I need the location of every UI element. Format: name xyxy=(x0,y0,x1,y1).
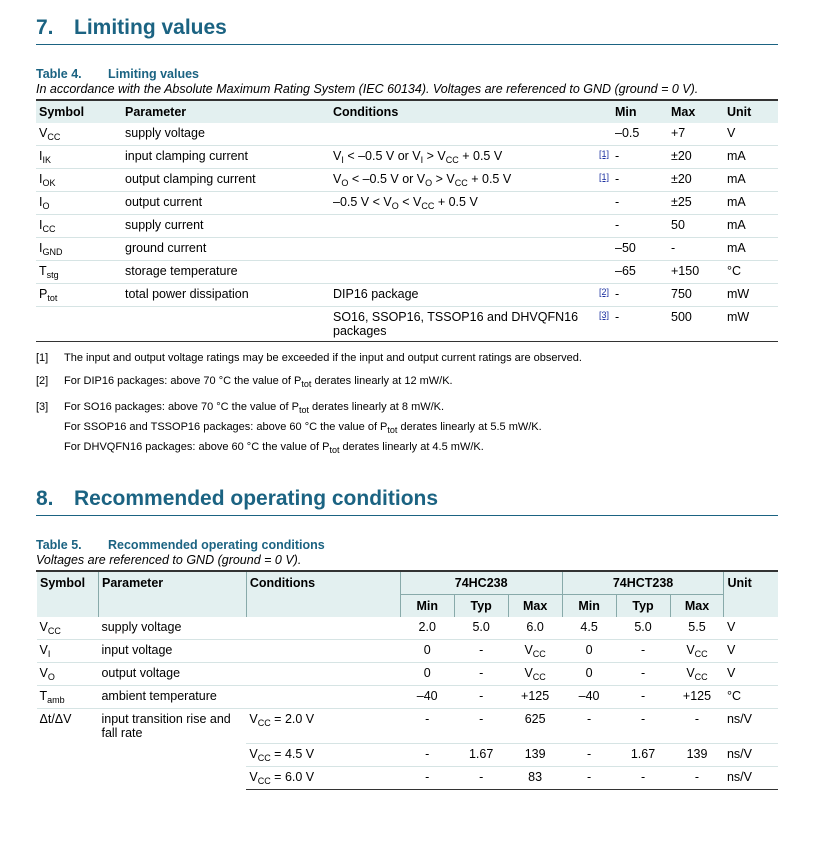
hct-max-cell: - xyxy=(670,709,724,744)
hc-max-cell: 6.0 xyxy=(508,617,562,640)
unit-cell: mA xyxy=(724,146,778,169)
header-min: Min xyxy=(612,100,668,123)
footnote-ref xyxy=(592,192,612,215)
header-max: Max xyxy=(508,595,562,618)
unit-cell: V xyxy=(724,663,778,686)
hct-max-cell: +125 xyxy=(670,686,724,709)
conditions-cell: $V_{CC} = 4.5$ V xyxy=(246,743,400,766)
hct-min-cell: 0 xyxy=(562,663,616,686)
hc-typ-cell: - xyxy=(454,766,508,789)
hct-min-cell: - xyxy=(562,709,616,744)
max-cell: ±20 xyxy=(668,169,724,192)
unit-cell: ns/V xyxy=(724,709,778,744)
parameter-cell xyxy=(98,766,246,789)
table-row xyxy=(36,238,778,261)
footnote-key: [2] xyxy=(36,375,49,387)
unit-cell: °C xyxy=(724,261,778,284)
parameter-cell: total power dissipation xyxy=(122,284,330,307)
parameter-cell: supply current xyxy=(122,215,330,238)
hc-max-cell: 625 xyxy=(508,709,562,744)
header-parameter: Parameter xyxy=(122,100,330,123)
limiting-values-table xyxy=(36,99,778,342)
footnote xyxy=(36,399,778,459)
table-4-subtitle: In accordance with the Absolute Maximum Rating System (IEC 60134). Voltages are referenced to GND (ground = 0 V). xyxy=(36,82,699,96)
parameter-cell: output current xyxy=(122,192,330,215)
conditions-cell xyxy=(246,663,400,686)
min-cell: - xyxy=(612,192,668,215)
unit-cell: V xyxy=(724,123,778,146)
footnote-key: [3] xyxy=(36,401,49,413)
hc-min-cell: - xyxy=(400,743,454,766)
hc-max-cell: 139 xyxy=(508,743,562,766)
conditions-cell: $V_I < -0.5$ V or $V_I > V_{CC} + 0.5$ V xyxy=(330,146,592,169)
unit-cell: V xyxy=(724,640,778,663)
symbol-cell xyxy=(37,766,99,789)
header-unit: Unit xyxy=(724,571,778,617)
header-symbol: Symbol xyxy=(37,571,99,617)
hct-max-cell: - xyxy=(670,766,724,789)
min-cell: –65 xyxy=(612,261,668,284)
symbol-cell: $I_{CC}$ xyxy=(36,215,122,238)
hc-typ-cell: - xyxy=(454,686,508,709)
header-min: Min xyxy=(400,595,454,618)
conditions-cell xyxy=(246,617,400,640)
hc-max-cell: 83 xyxy=(508,766,562,789)
hc-typ-cell: - xyxy=(454,640,508,663)
footnote-ref xyxy=(592,261,612,284)
symbol-cell: $P_{tot}$ xyxy=(36,284,122,307)
parameter-cell: ambient temperature xyxy=(98,686,246,709)
symbol-cell: $I_O$ xyxy=(36,192,122,215)
header-typ: Typ xyxy=(616,595,670,618)
max-cell: +150 xyxy=(668,261,724,284)
unit-cell: ns/V xyxy=(724,766,778,789)
min-cell: - xyxy=(612,284,668,307)
header-parameter: Parameter xyxy=(98,571,246,617)
footnote-ref[interactable]: [3] xyxy=(592,307,612,342)
symbol-cell: $I_{GND}$ xyxy=(36,238,122,261)
unit-cell: mW xyxy=(724,284,778,307)
table-row xyxy=(36,123,778,146)
max-cell: ±25 xyxy=(668,192,724,215)
section-7-heading: 7. Limiting values xyxy=(36,0,778,45)
conditions-cell xyxy=(330,238,592,261)
hc-min-cell: - xyxy=(400,709,454,744)
min-cell: - xyxy=(612,215,668,238)
footnote-key: [1] xyxy=(36,352,49,364)
hct-min-cell: 0 xyxy=(562,640,616,663)
parameter-cell xyxy=(122,307,330,342)
max-cell: 50 xyxy=(668,215,724,238)
hc-min-cell: - xyxy=(400,766,454,789)
max-cell: +7 xyxy=(668,123,724,146)
header-symbol: Symbol xyxy=(36,100,122,123)
unit-cell: mA xyxy=(724,238,778,261)
hct-typ-cell: - xyxy=(616,766,670,789)
header-min: Min xyxy=(562,595,616,618)
table-row xyxy=(36,215,778,238)
hct-min-cell: –40 xyxy=(562,686,616,709)
header-74hct238: 74HCT238 xyxy=(562,571,724,595)
symbol-cell: $I_{OK}$ xyxy=(36,169,122,192)
hct-min-cell: - xyxy=(562,743,616,766)
hct-typ-cell: 5.0 xyxy=(616,617,670,640)
table-row xyxy=(37,663,779,686)
footnote-text: For SO16 packages: above 70 °C the value of $P_{tot}$ derates linearly at 8 mW/K. For SSOP16 and TSSOP16 packages: above 60 °C the value of $P_{tot}$ derates linearly at 5.5 mW/K. For DHVQFN16 packages: above 60 °C the value of $P_{tot}$ derates linearly at 4.5 mW/K. xyxy=(64,401,542,455)
table-row xyxy=(37,709,779,744)
min-cell: - xyxy=(612,169,668,192)
footnote-text: For DIP16 packages: above 70 °C the value of $P_{tot}$ derates linearly at 12 mW/K. xyxy=(64,375,453,389)
footnote-text: The input and output voltage ratings may be exceeded if the input and output current ratings are observed. xyxy=(64,352,582,364)
conditions-cell xyxy=(246,686,400,709)
header-typ: Typ xyxy=(454,595,508,618)
symbol-cell: $I_{IK}$ xyxy=(36,146,122,169)
header-unit: Unit xyxy=(724,100,778,123)
parameter-cell: supply voltage xyxy=(98,617,246,640)
unit-cell: mA xyxy=(724,215,778,238)
header-max: Max xyxy=(670,595,724,618)
section-8-heading: 8. Recommended operating conditions xyxy=(36,471,778,516)
unit-cell: V xyxy=(724,617,778,640)
table-row xyxy=(36,284,778,307)
parameter-cell: input transition rise and fall rate xyxy=(101,712,231,740)
footnote xyxy=(36,350,778,367)
symbol-cell: Δt/ΔV xyxy=(39,712,72,726)
hct-max-cell: $V_{CC}$ xyxy=(670,640,724,663)
header-conditions: Conditions xyxy=(330,100,592,123)
symbol-cell xyxy=(36,307,122,342)
conditions-cell: DIP16 package xyxy=(330,284,592,307)
header-max: Max xyxy=(668,100,724,123)
hc-min-cell: 0 xyxy=(400,640,454,663)
footnote-ref[interactable]: [1] xyxy=(592,146,612,169)
unit-cell: mA xyxy=(724,169,778,192)
symbol-cell: $V_{CC}$ xyxy=(36,123,122,146)
min-cell: –50 xyxy=(612,238,668,261)
parameter-cell: output clamping current xyxy=(122,169,330,192)
symbol-cell xyxy=(37,743,99,766)
max-cell: ±20 xyxy=(668,146,724,169)
parameter-cell xyxy=(98,743,246,766)
symbol-cell: $V_O$ xyxy=(37,663,99,686)
hct-typ-cell: - xyxy=(616,709,670,744)
hct-min-cell: - xyxy=(562,766,616,789)
table-row xyxy=(37,617,779,640)
parameter-cell: input voltage xyxy=(98,640,246,663)
table-row xyxy=(36,146,778,169)
hc-typ-cell: - xyxy=(454,709,508,744)
hc-min-cell: –40 xyxy=(400,686,454,709)
footnote-ref xyxy=(592,215,612,238)
hct-max-cell: 139 xyxy=(670,743,724,766)
datasheet-page xyxy=(36,0,778,790)
hc-min-cell: 2.0 xyxy=(400,617,454,640)
table-row xyxy=(36,307,778,342)
table-5-caption: Table 5. Recommended operating conditions xyxy=(36,538,325,552)
min-cell: - xyxy=(612,146,668,169)
unit-cell: ns/V xyxy=(724,743,778,766)
conditions-cell xyxy=(330,261,592,284)
footnote-ref[interactable]: [2] xyxy=(592,284,612,307)
parameter-cell: storage temperature xyxy=(122,261,330,284)
parameter-cell: input clamping current xyxy=(122,146,330,169)
hct-max-cell: 5.5 xyxy=(670,617,724,640)
table-row xyxy=(36,261,778,284)
max-cell: 500 xyxy=(668,307,724,342)
footnote-ref[interactable]: [1] xyxy=(592,169,612,192)
parameter-cell: supply voltage xyxy=(122,123,330,146)
footnote-ref xyxy=(592,238,612,261)
conditions-cell: –0.5 $V < V_O < V_{CC} + 0.5$ V xyxy=(330,192,592,215)
hc-typ-cell: 1.67 xyxy=(454,743,508,766)
hct-typ-cell: - xyxy=(616,640,670,663)
table-4-caption: Table 4. Limiting values xyxy=(36,67,199,81)
table-4-footnotes xyxy=(36,350,778,459)
footnote-ref xyxy=(592,123,612,146)
conditions-cell xyxy=(330,123,592,146)
unit-cell: °C xyxy=(724,686,778,709)
hc-min-cell: 0 xyxy=(400,663,454,686)
hct-typ-cell: - xyxy=(616,686,670,709)
hc-typ-cell: - xyxy=(454,663,508,686)
hc-max-cell: +125 xyxy=(508,686,562,709)
unit-cell: mA xyxy=(724,192,778,215)
recommended-operating-conditions-table xyxy=(36,570,778,790)
min-cell: –0.5 xyxy=(612,123,668,146)
table-row xyxy=(36,192,778,215)
conditions-cell: $V_{CC} = 2.0$ V xyxy=(246,709,400,744)
hc-typ-cell: 5.0 xyxy=(454,617,508,640)
symbol-cell: $T_{stg}$ xyxy=(36,261,122,284)
conditions-cell: $V_O < -0.5$ V or $V_O > V_{CC} + 0.5$ V xyxy=(330,169,592,192)
max-cell: 750 xyxy=(668,284,724,307)
symbol-cell: $V_{CC}$ xyxy=(37,617,99,640)
table-row xyxy=(36,169,778,192)
table-row xyxy=(37,686,779,709)
hc-max-cell: $V_{CC}$ xyxy=(508,663,562,686)
max-cell: - xyxy=(668,238,724,261)
conditions-cell xyxy=(330,215,592,238)
conditions-cell xyxy=(246,640,400,663)
header-74hc238: 74HC238 xyxy=(400,571,562,595)
hc-max-cell: $V_{CC}$ xyxy=(508,640,562,663)
parameter-cell: output voltage xyxy=(98,663,246,686)
unit-cell: mW xyxy=(724,307,778,342)
hct-typ-cell: 1.67 xyxy=(616,743,670,766)
table-row xyxy=(37,640,779,663)
footnote xyxy=(36,373,778,393)
header-conditions: Conditions xyxy=(246,571,400,617)
parameter-cell: ground current xyxy=(122,238,330,261)
symbol-cell: $T_{amb}$ xyxy=(37,686,99,709)
min-cell: - xyxy=(612,307,668,342)
hct-typ-cell: - xyxy=(616,663,670,686)
symbol-cell: $V_I$ xyxy=(37,640,99,663)
table-row xyxy=(37,766,779,789)
table-row xyxy=(37,743,779,766)
hct-min-cell: 4.5 xyxy=(562,617,616,640)
table-5-subtitle: Voltages are referenced to GND (ground = 0 V). xyxy=(36,553,302,567)
hct-max-cell: $V_{CC}$ xyxy=(670,663,724,686)
conditions-cell: $V_{CC} = 6.0$ V xyxy=(246,766,400,789)
conditions-cell: SO16, SSOP16, TSSOP16 and DHVQFN16 packages xyxy=(330,307,592,342)
